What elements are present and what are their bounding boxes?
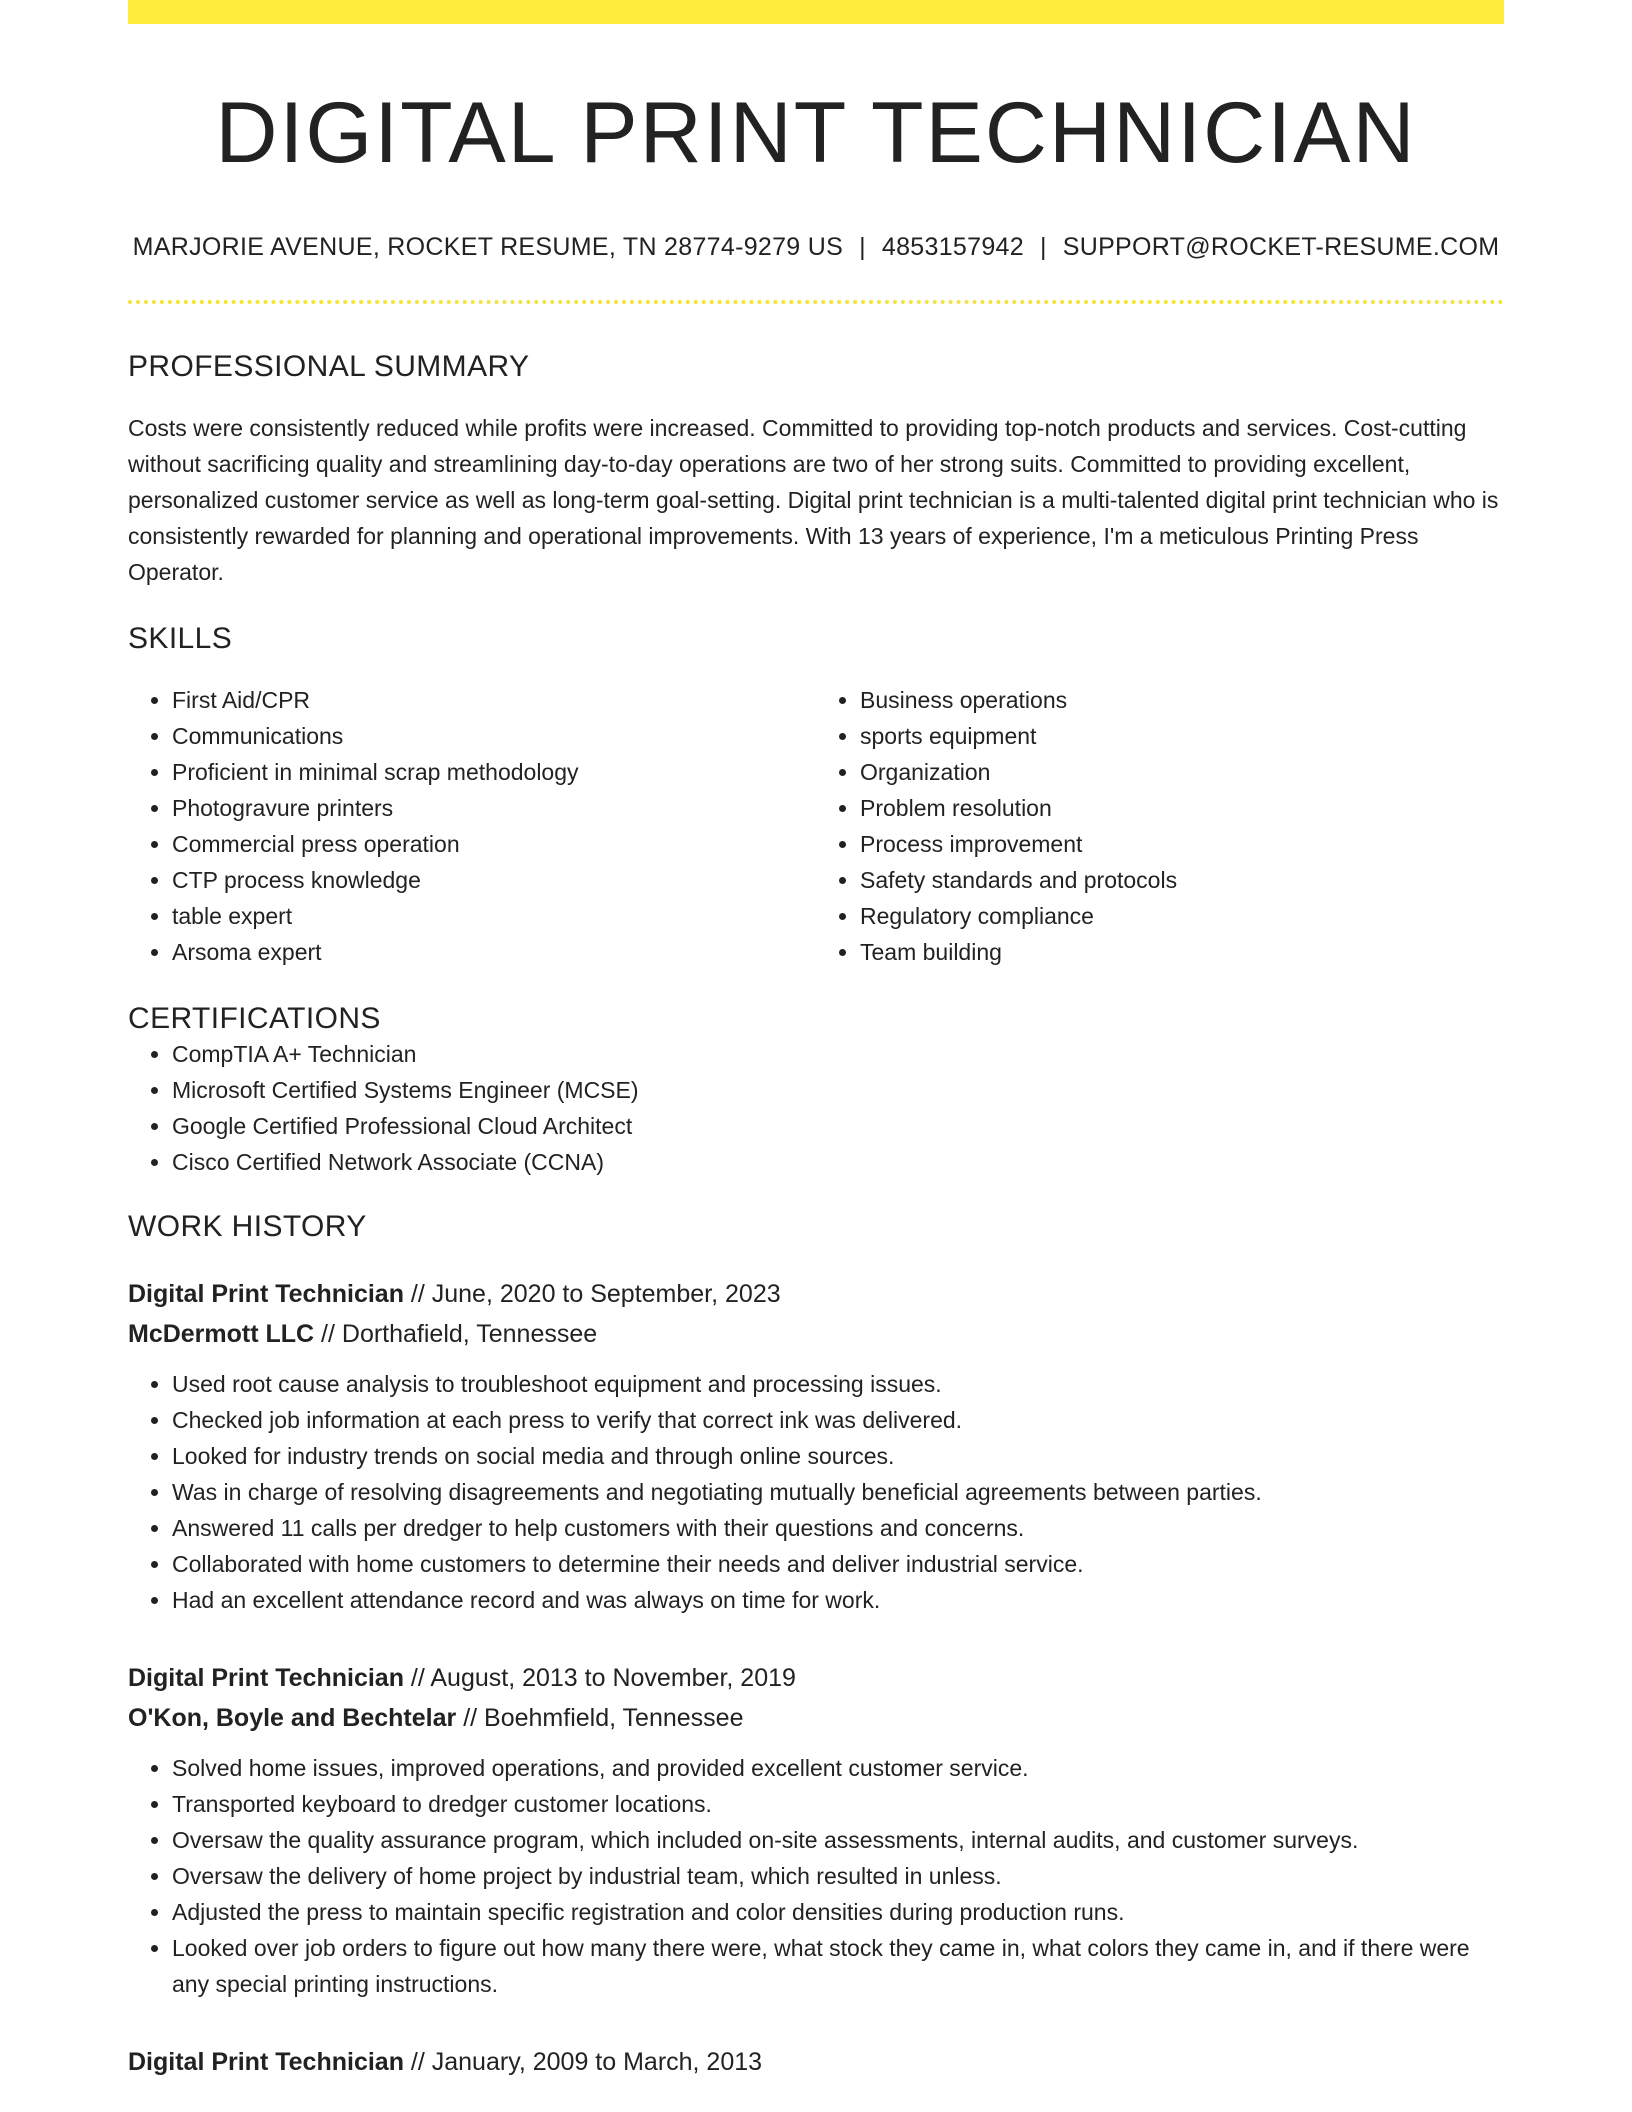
contact-separator: | [859,232,866,261]
list-item: • Organization [860,754,1504,790]
job-location: // Boehmfield, Tennessee [456,1703,744,1732]
list-item: • Communications [172,718,816,754]
job-company-line [128,1314,1504,1354]
job-company: O'Kon, Boyle and Bechtelar [128,1703,457,1732]
job-role: Digital Print Technician [128,2047,404,2076]
job-entry [128,2042,1504,2082]
list-item: • Commercial press operation [172,826,816,862]
list-item: • Proficient in minimal scrap methodology [172,754,816,790]
list-item: • Process improvement [860,826,1504,862]
job-title-line [128,1658,1504,1698]
certifications-heading: CERTIFICATIONS [128,1001,381,1035]
list-item: • sports equipment [860,718,1504,754]
skills-list-left [128,682,816,970]
list-item: • Problem resolution [860,790,1504,826]
contact-line [128,233,1504,262]
dotted-divider [128,300,1504,304]
list-item: • Looked over job orders to figure out how many there were, what stock they came in, what colors they came in, and if there were any special printing instructions. [172,1930,1504,2002]
skills-list-right [816,682,1504,970]
list-item: • CTP process knowledge [172,862,816,898]
list-item: • Business operations [860,682,1504,718]
list-item: • Cisco Certified Network Associate (CCNA) [172,1144,1504,1180]
list-item: • Oversaw the quality assurance program, which included on-site assessments, internal audits, and customer surveys. [172,1822,1504,1858]
list-item: • Answered 11 calls per dredger to help customers with their questions and concerns. [172,1510,1504,1546]
job-company-line [128,1698,1504,1738]
list-item: • Team building [860,934,1504,970]
job-bullets [128,1366,1504,1618]
job-title-line [128,1274,1504,1314]
list-item: • Oversaw the delivery of home project by industrial team, which resulted in unless. [172,1858,1504,1894]
list-item: • Adjusted the press to maintain specific registration and color densities during production runs. [172,1894,1504,1930]
list-item: • Photogravure printers [172,790,816,826]
job-entry [128,1274,1504,1618]
list-item: • CompTIA A+ Technician [172,1036,1504,1072]
job-role: Digital Print Technician [128,1663,404,1692]
list-item: • Arsoma expert [172,934,816,970]
contact-address: MARJORIE AVENUE, ROCKET RESUME, TN 28774-9279 US [132,232,844,261]
job-bullets [128,1750,1504,2002]
list-item: • First Aid/CPR [172,682,816,718]
contact-phone: 4853157942 [881,232,1024,261]
list-item: • Used root cause analysis to troubleshoot equipment and processing issues. [172,1366,1504,1402]
job-entry [128,1658,1504,2002]
contact-separator: | [1039,232,1047,261]
summary-text: Costs were consistently reduced while profits were increased. Committed to providing top-notch products and services. Cost-cutting without sacrificing quality and streamlining day-to-day operations are two of her strong suits. Committed to providing excellent, personalized customer service as well as long-term goal-setting. Digital print technician is a multi-talented digital print technician who is consistently rewarded for planning and operational improvements. With 13 years of experience, I'm a meticulous Printing Press Operator. [128,414,1499,585]
summary-heading: PROFESSIONAL SUMMARY [128,349,530,383]
certifications-list [128,1036,1504,1180]
accent-bar [128,0,1504,24]
list-item: • Solved home issues, improved operations, and provided excellent customer service. [172,1750,1504,1786]
list-item: • Had an excellent attendance record and was always on time for work. [172,1582,1504,1618]
contact-email: SUPPORT@ROCKET-RESUME.COM [1062,232,1500,261]
resume-page [128,0,1504,2082]
skills-columns [128,682,1504,970]
list-item: • Checked job information at each press to verify that correct ink was delivered. [172,1402,1504,1438]
list-item: • Google Certified Professional Cloud Architect [172,1108,1504,1144]
job-location: // Dorthafield, Tennessee [314,1319,598,1348]
list-item: • Collaborated with home customers to determine their needs and deliver industrial service. [172,1546,1504,1582]
list-item: • Regulatory compliance [860,898,1504,934]
job-role: Digital Print Technician [128,1279,404,1308]
list-item: • Safety standards and protocols [860,862,1504,898]
job-dates: // August, 2013 to November, 2019 [403,1663,796,1692]
job-company: McDermott LLC [128,1319,315,1348]
list-item: • Transported keyboard to dredger customer locations. [172,1786,1504,1822]
page-title: DIGITAL PRINT TECHNICIAN [215,85,1417,181]
list-item: • Microsoft Certified Systems Engineer (MCSE) [172,1072,1504,1108]
job-dates: // June, 2020 to September, 2023 [403,1279,781,1308]
list-item: • Looked for industry trends on social media and through online sources. [172,1438,1504,1474]
list-item: • Was in charge of resolving disagreements and negotiating mutually beneficial agreements between parties. [172,1474,1504,1510]
work-history-heading: WORK HISTORY [128,1209,367,1243]
skills-heading: SKILLS [128,621,233,655]
job-title-line [128,2042,1504,2082]
job-dates: // January, 2009 to March, 2013 [403,2047,763,2076]
list-item: • table expert [172,898,816,934]
